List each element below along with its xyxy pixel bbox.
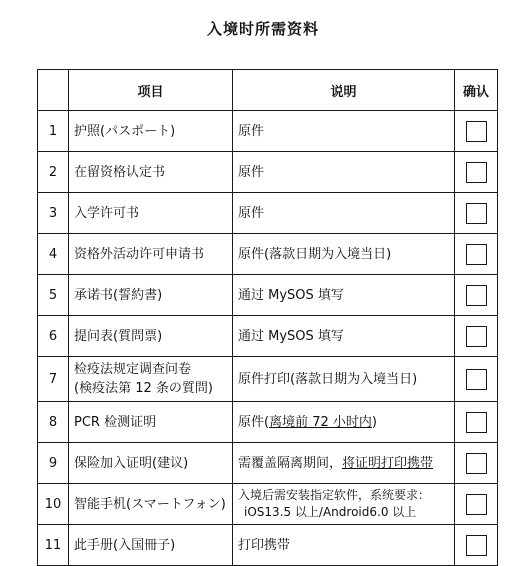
confirm-checkbox[interactable] (466, 162, 487, 183)
row-number: 10 (38, 484, 69, 525)
table-row (38, 111, 498, 152)
row-desc-tail: ) (371, 414, 377, 430)
row-item-line1: 检疫法规定调查问卷 (74, 362, 192, 377)
table-row (38, 193, 498, 234)
row-item: 资格外活动许可申请书 (69, 234, 233, 275)
row-desc: 打印携带 (233, 525, 455, 566)
row-desc: 通过 MySOS 填写 (233, 316, 455, 357)
confirm-cell (455, 402, 498, 443)
header-blank (38, 70, 69, 111)
page-title: 入境时所需资料 (206, 20, 319, 38)
row-item: PCR 检测证明 (69, 402, 233, 443)
confirm-cell (455, 275, 498, 316)
table-row (38, 357, 498, 402)
row-desc (233, 443, 455, 484)
confirm-checkbox[interactable] (466, 535, 487, 556)
row-desc-underlined: 离境前 72 小时内 (269, 414, 372, 430)
row-item: 入学许可书 (69, 193, 233, 234)
row-number: 4 (38, 234, 69, 275)
table-row (38, 484, 498, 525)
table-row (38, 443, 498, 484)
table-header-row (38, 70, 498, 111)
row-desc-line1: 入境后需安装指定软件，系统要求： (238, 488, 431, 502)
row-number: 6 (38, 316, 69, 357)
table-row (38, 234, 498, 275)
confirm-checkbox[interactable] (466, 453, 487, 474)
row-desc: 原件 (233, 152, 455, 193)
row-item: 保险加入证明(建议) (69, 443, 233, 484)
row-desc (233, 484, 455, 525)
header-item: 项目 (69, 70, 233, 111)
row-item: 提问表(質問票) (69, 316, 233, 357)
confirm-cell (455, 484, 498, 525)
row-desc: 原件 (233, 111, 455, 152)
confirm-cell (455, 443, 498, 484)
confirm-cell (455, 234, 498, 275)
header-confirm: 确认 (455, 70, 498, 111)
confirm-cell (455, 357, 498, 402)
row-number: 1 (38, 111, 69, 152)
header-desc: 说明 (233, 70, 455, 111)
confirm-checkbox[interactable] (466, 244, 487, 265)
confirm-checkbox[interactable] (466, 412, 487, 433)
confirm-cell (455, 525, 498, 566)
row-number: 8 (38, 402, 69, 443)
row-desc-underlined: 将证明打印携带 (342, 455, 434, 471)
row-desc: 原件 (233, 193, 455, 234)
confirm-checkbox[interactable] (466, 285, 487, 306)
confirm-checkbox[interactable] (466, 326, 487, 347)
row-desc-line2: iOS13.5 以上/Android6.0 以上 (244, 505, 417, 519)
table-row (38, 525, 498, 566)
confirm-cell (455, 316, 498, 357)
row-desc: 通过 MySOS 填写 (233, 275, 455, 316)
confirm-checkbox[interactable] (466, 494, 487, 515)
confirm-checkbox[interactable] (466, 121, 487, 142)
row-desc: 原件(落款日期为入境当日) (233, 234, 455, 275)
table-row (38, 275, 498, 316)
row-item: 智能手机(スマートフォン) (69, 484, 233, 525)
row-item (69, 357, 233, 402)
row-desc-text: 原件( (238, 414, 270, 430)
row-number: 2 (38, 152, 69, 193)
table-row (38, 152, 498, 193)
confirm-cell (455, 111, 498, 152)
confirm-checkbox[interactable] (466, 369, 487, 390)
row-desc (233, 402, 455, 443)
table-row (38, 316, 498, 357)
row-desc-text: 需覆盖隔离期间， (238, 455, 343, 471)
confirm-checkbox[interactable] (466, 203, 487, 224)
row-number: 11 (38, 525, 69, 566)
row-item: 此手册(入国冊子) (69, 525, 233, 566)
confirm-cell (455, 152, 498, 193)
row-desc: 原件打印(落款日期为入境当日) (233, 357, 455, 402)
row-item: 在留资格认定书 (69, 152, 233, 193)
row-number: 7 (38, 357, 69, 402)
row-number: 5 (38, 275, 69, 316)
row-item: 承诺书(誓約書) (69, 275, 233, 316)
row-number: 3 (38, 193, 69, 234)
row-number: 9 (38, 443, 69, 484)
row-item-line2: (検疫法第 12 条の質問) (74, 381, 213, 396)
row-item: 护照(パスポート) (69, 111, 233, 152)
confirm-cell (455, 193, 498, 234)
requirements-table (37, 69, 498, 566)
table-row (38, 402, 498, 443)
